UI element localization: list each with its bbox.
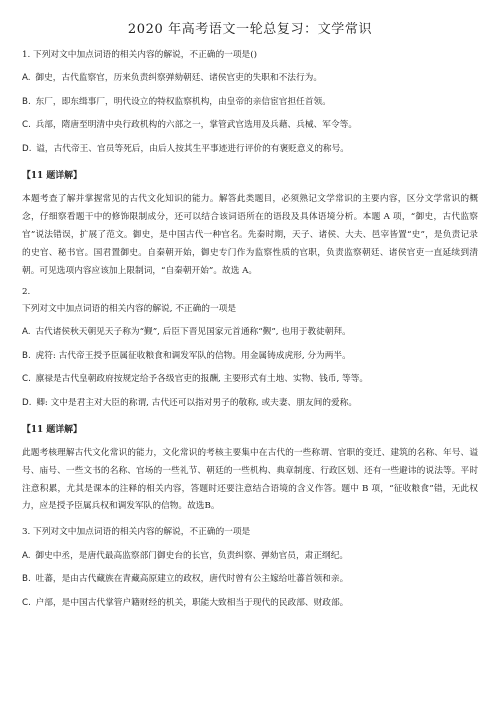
option-letter: A. [22, 550, 31, 561]
question-1-stem: 1. 下列对文中加点词语的相关内容的解说，不正确的一项是() [22, 50, 258, 60]
option-text: 御史中丞，是唐代最高监察部门御史台的长官，负责纠察、弹劾官员，肃正纲纪。 [35, 550, 349, 561]
q1-option-c [22, 119, 478, 132]
q2-option-d [22, 397, 478, 410]
q3-option-a [22, 550, 478, 563]
option-letter: A. [22, 327, 31, 338]
q1-analysis: 本题考查了解并掌握常见的古代文化知识的能力。解答此类题目，必须熟记文学常识的主要内容，区分文学常识的概念，仔细察看题干中的修饰限制成分，还可以结合该词语所在的语段及具体语境分析。本题 A 项，“御史，古代监察官”说法错误，扩展了范文。御史，是中国古代一种官名。先秦时期，天子、诸侯、大夫、邑宰皆置“史”，是负责记录的史官、秘书官。国君置御史。自秦朝开始，御史专门作为监察性质的官职，负责监察朝廷、诸侯官吏一直延续到清朝。可见选项内容应该加上限制词，“自秦朝开始”。故选 A。 [22, 194, 478, 276]
q2-option-b [22, 350, 478, 363]
q2-option-a [22, 326, 478, 339]
q1-option-a [22, 72, 478, 85]
q2-analysis: 此题考核理解古代文化常识的能力，文化常识的考核主要集中在古代的一些称谓、官职的变迁、建筑的名称、年号、谥号、庙号、一些文书的名称、官场的一些礼节、朝廷的一些机构、典章制度、行政区划、还有一些避讳的说法等。平时注意积累，尤其是课本的注释的相关内容，答题时还要注意结合语境的含义作答。题中 B 项，“征收粮食”错，无此权力，应是授予臣属兵权和调发军队的信物。故选B。 [22, 447, 478, 512]
option-text: 东厂，即东缉事厂，明代设立的特权监察机构，由皇帝的亲信宦官担任首领。 [35, 96, 331, 107]
option-letter: A. [22, 73, 31, 84]
q2-option-c [22, 373, 478, 386]
q2-detail-heading: 【11 题详解】 [22, 424, 82, 435]
question-2-stem: 下列对文中加点词语的相关内容的解说, 不正确的一项是 [22, 303, 237, 314]
option-text: 御史，古代监察官，历来负责纠察弹劾朝廷、诸侯官吏的失职和不法行为。 [35, 73, 323, 84]
question-3-stem: 3. 下列对文中加点词语的相关内容的解说，不正确的一项是 [22, 527, 251, 538]
option-text: 吐蕃，是由古代藏族在青藏高原建立的政权，唐代时曾有公主嫁给吐蕃首领和亲。 [35, 574, 349, 585]
q1-option-d [22, 143, 478, 156]
option-letter: B. [22, 350, 31, 361]
option-text: 兵部，隋唐至明清中央行政机构的六部之一，掌管武官选用及兵藉、兵械、军令等。 [35, 120, 358, 131]
option-text: 卿: 文中是君主对大臣的称谓, 古代还可以指对男子的敬称, 或夫妻、朋友间的爱称。 [36, 397, 358, 408]
option-letter: C. [22, 597, 31, 608]
option-letter: B. [22, 574, 31, 585]
q3-option-c [22, 597, 478, 610]
option-text: 廪禄是古代皇朝政府按规定给予各级官吏的报酬, 主要形式有土地、实物、钱币, 等等。 [35, 374, 369, 385]
option-letter: D. [22, 143, 32, 154]
option-text: 虎符: 古代帝王授予臣属征收粮食和调发军队的信物。用金属铸成虎形, 分为两半。 [35, 350, 351, 361]
option-letter: C. [22, 120, 31, 131]
option-letter: C. [22, 374, 31, 385]
option-text: 谥，古代帝王、官员等死后，由后人按其生平事迹进行评价的有褒贬意义的称号。 [36, 143, 349, 154]
option-text: 古代诸侯秋天朝见天子称为“觐”, 后臣下晋见国家元首通称“觐”, 也用于教徒朝拜。 [35, 327, 351, 338]
q1-detail-heading: 【11 题详解】 [22, 171, 82, 182]
option-text: 户部，是中国古代掌管户籍财经的机关，职能大致相当于现代的民政部、财政部。 [35, 597, 349, 608]
question-2-number: 2. [22, 286, 31, 297]
q1-option-b [22, 96, 478, 109]
option-letter: D. [22, 397, 32, 408]
page-title: 2020 年高考语文一轮总复习：文学常识 [127, 22, 373, 37]
option-letter: B. [22, 96, 31, 107]
q3-option-b [22, 573, 478, 586]
